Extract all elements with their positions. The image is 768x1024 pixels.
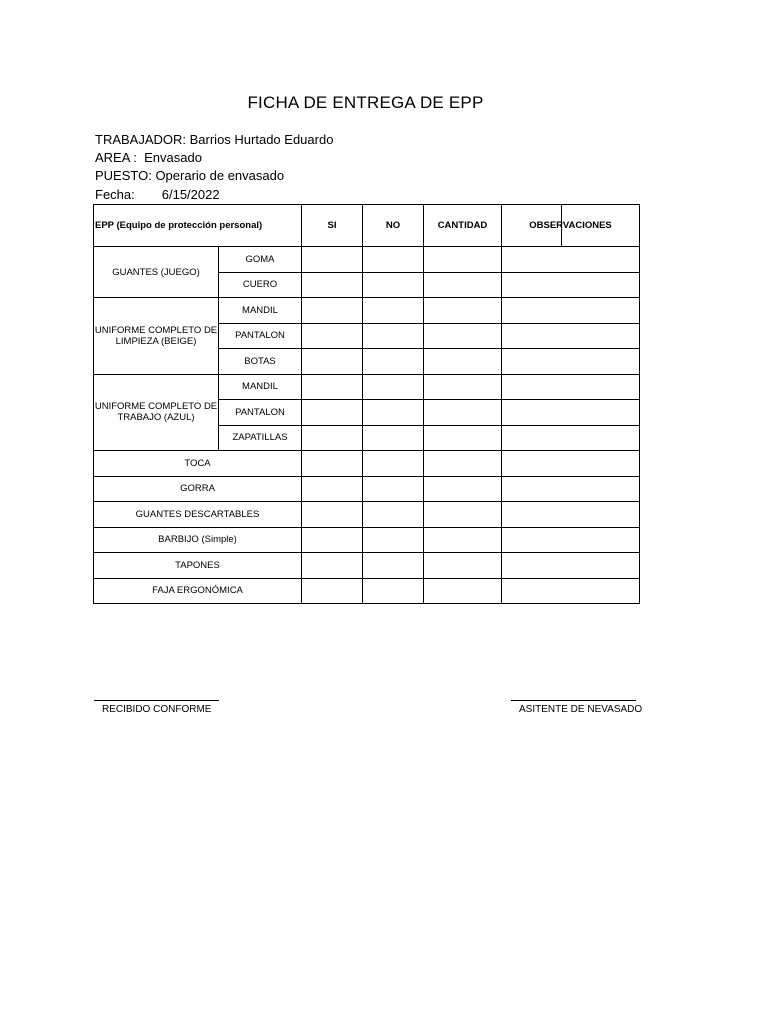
header-epp: EPP (Equipo de protección personal) — [94, 205, 302, 247]
cell-si[interactable] — [302, 349, 363, 375]
item-label: CUERO — [219, 272, 302, 298]
cell-si[interactable] — [302, 374, 363, 400]
cell-no[interactable] — [363, 400, 424, 426]
cell-no[interactable] — [363, 323, 424, 349]
table-row — [94, 476, 640, 502]
item-label: ZAPATILLAS — [219, 425, 302, 451]
item-label: FAJA ERGONÓMICA — [94, 578, 302, 604]
cell-si[interactable] — [302, 400, 363, 426]
table-row — [94, 247, 640, 273]
cell-cantidad[interactable] — [424, 527, 502, 553]
table-row — [94, 553, 640, 579]
cell-observaciones[interactable] — [502, 298, 640, 324]
cell-observaciones[interactable] — [502, 247, 640, 273]
cell-observaciones[interactable] — [502, 451, 640, 477]
cell-cantidad[interactable] — [424, 578, 502, 604]
cell-observaciones[interactable] — [502, 323, 640, 349]
cell-no[interactable] — [363, 374, 424, 400]
signature-label-right: ASITENTE DE NEVASADO — [519, 704, 643, 715]
table-row — [94, 298, 640, 324]
cell-cantidad[interactable] — [424, 553, 502, 579]
cell-observaciones[interactable] — [502, 553, 640, 579]
item-label: MANDIL — [219, 374, 302, 400]
cell-no[interactable] — [363, 298, 424, 324]
cell-observaciones[interactable] — [502, 527, 640, 553]
item-label: BOTAS — [219, 349, 302, 375]
cell-si[interactable] — [302, 298, 363, 324]
worker-name: TRABAJADOR: Barrios Hurtado Eduardo — [95, 132, 334, 147]
signature-label-left: RECIBIDO CONFORME — [102, 704, 212, 715]
cell-no[interactable] — [363, 272, 424, 298]
cell-no[interactable] — [363, 425, 424, 451]
cell-cantidad[interactable] — [424, 247, 502, 273]
cell-no[interactable] — [363, 578, 424, 604]
document-title: FICHA DE ENTREGA DE EPP — [247, 93, 484, 112]
item-label: MANDIL — [219, 298, 302, 324]
group-guantes-label: GUANTES (JUEGO) — [94, 247, 219, 298]
item-label: BARBIJO (Simple) — [94, 527, 302, 553]
cell-no[interactable] — [363, 476, 424, 502]
cell-no[interactable] — [363, 349, 424, 375]
table-row — [94, 502, 640, 528]
cell-observaciones[interactable] — [502, 578, 640, 604]
cell-observaciones[interactable] — [502, 425, 640, 451]
cell-si[interactable] — [302, 502, 363, 528]
cell-no[interactable] — [363, 247, 424, 273]
cell-cantidad[interactable] — [424, 374, 502, 400]
item-label: TAPONES — [94, 553, 302, 579]
cell-observaciones[interactable] — [502, 400, 640, 426]
cell-si[interactable] — [302, 247, 363, 273]
cell-cantidad[interactable] — [424, 476, 502, 502]
item-label: GUANTES DESCARTABLES — [94, 502, 302, 528]
table-header-row — [94, 205, 640, 247]
cell-cantidad[interactable] — [424, 425, 502, 451]
cell-cantidad[interactable] — [424, 298, 502, 324]
group-uniforme-trabajo-label: UNIFORME COMPLETO DE TRABAJO (AZUL) — [94, 374, 219, 451]
cell-si[interactable] — [302, 578, 363, 604]
cell-cantidad[interactable] — [424, 272, 502, 298]
worker-position: PUESTO: Operario de envasado — [95, 168, 285, 183]
cell-no[interactable] — [363, 527, 424, 553]
cell-no[interactable] — [363, 502, 424, 528]
cell-cantidad[interactable] — [424, 323, 502, 349]
cell-cantidad[interactable] — [424, 400, 502, 426]
item-label: PANTALON — [219, 323, 302, 349]
worker-area: AREA : Envasado — [95, 150, 202, 165]
cell-si[interactable] — [302, 272, 363, 298]
item-label: GORRA — [94, 476, 302, 502]
cell-no[interactable] — [363, 451, 424, 477]
item-label: PANTALON — [219, 400, 302, 426]
cell-si[interactable] — [302, 476, 363, 502]
cell-si[interactable] — [302, 323, 363, 349]
cell-si[interactable] — [302, 527, 363, 553]
delivery-date — [95, 186, 220, 204]
cell-observaciones[interactable] — [502, 272, 640, 298]
table-row — [94, 374, 640, 400]
cell-observaciones[interactable] — [502, 374, 640, 400]
signature-line-left — [94, 700, 219, 701]
group-uniforme-limpieza-label: UNIFORME COMPLETO DE LIMPIEZA (BEIGE) — [94, 298, 219, 375]
table-row — [94, 527, 640, 553]
cell-observaciones[interactable] — [502, 502, 640, 528]
item-label: TOCA — [94, 451, 302, 477]
cell-cantidad[interactable] — [424, 502, 502, 528]
cell-si[interactable] — [302, 425, 363, 451]
cell-observaciones[interactable] — [502, 349, 640, 375]
header-si: SI — [302, 205, 363, 247]
item-label: GOMA — [219, 247, 302, 273]
cell-no[interactable] — [363, 553, 424, 579]
table-row — [94, 578, 640, 604]
cell-observaciones[interactable] — [502, 476, 640, 502]
header-cantidad: CANTIDAD — [424, 205, 502, 247]
signature-line-right — [511, 700, 636, 701]
epp-table — [93, 204, 640, 604]
cell-si[interactable] — [302, 553, 363, 579]
header-no: NO — [363, 205, 424, 247]
cell-si[interactable] — [302, 451, 363, 477]
date-value: 6/15/2022 — [161, 187, 220, 202]
date-label: Fecha: — [95, 187, 135, 202]
header-observaciones: OBSERVACIONES — [502, 205, 640, 247]
cell-cantidad[interactable] — [424, 349, 502, 375]
table-row — [94, 451, 640, 477]
cell-cantidad[interactable] — [424, 451, 502, 477]
